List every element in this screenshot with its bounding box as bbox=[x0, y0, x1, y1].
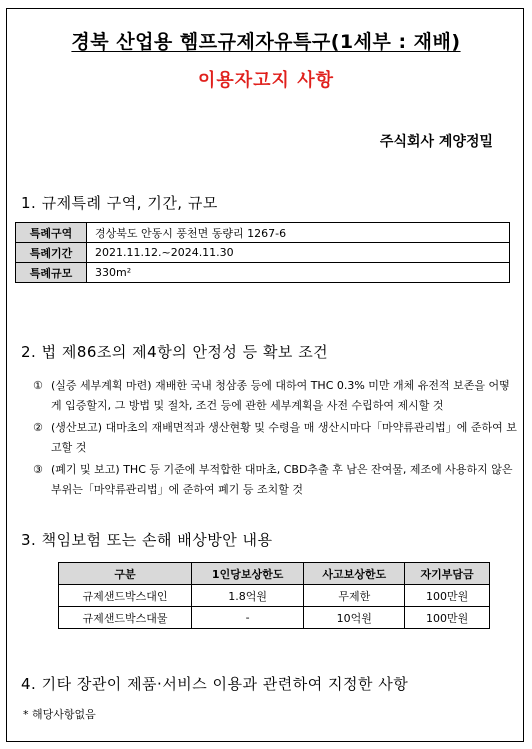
section2-heading: 2. 법 제86조의 제4항의 안정성 등 확보 조건 bbox=[21, 343, 329, 361]
row-value: 330m² bbox=[87, 263, 510, 283]
table-row bbox=[59, 607, 490, 629]
table-cell: 규제샌드박스대물 bbox=[59, 607, 192, 629]
table-cell: 100만원 bbox=[405, 585, 490, 607]
table-cell: 100만원 bbox=[405, 607, 490, 629]
table-cell: - bbox=[191, 607, 303, 629]
document-subtitle: 이용자고지 사항 bbox=[198, 70, 334, 91]
row-label: 특례규모 bbox=[16, 263, 87, 283]
table-row bbox=[16, 223, 510, 243]
item-number: ③ bbox=[33, 463, 43, 476]
document-title: 경북 산업용 헴프규제자유특구(1세부 : 재배) bbox=[71, 31, 461, 53]
row-label: 특례구역 bbox=[16, 223, 87, 243]
row-value: 2021.11.12.~2024.11.30 bbox=[87, 243, 510, 263]
item-number: ① bbox=[33, 379, 43, 392]
item-number: ② bbox=[33, 421, 43, 434]
list-item bbox=[33, 418, 517, 458]
insurance-table bbox=[58, 562, 490, 629]
column-header: 구분 bbox=[59, 563, 192, 585]
list-item bbox=[33, 376, 517, 416]
item-text: (생산보고) 대마초의 재배면적과 생산현황 및 수령을 매 생산시마다「마약류관리법」에 준하여 보고할 것 bbox=[51, 421, 517, 454]
column-header: 자기부담금 bbox=[405, 563, 490, 585]
conditions-list bbox=[33, 376, 517, 502]
section4-heading: 4. 기타 장관이 제품·서비스 이용과 관련하여 지정한 사항 bbox=[21, 675, 409, 693]
special-case-table bbox=[15, 222, 510, 283]
row-label: 특례기간 bbox=[16, 243, 87, 263]
section3-heading: 3. 책임보험 또는 손해 배상방안 내용 bbox=[21, 531, 273, 549]
list-item bbox=[33, 460, 517, 500]
table-cell: 10억원 bbox=[304, 607, 405, 629]
company-name: 주식회사 계양정밀 bbox=[379, 134, 493, 150]
item-text: (실증 세부계획 마련) 재배한 국내 청삼종 등에 대하여 THC 0.3% 미만 개체 유전적 보존을 어떻게 입증할지, 그 방법 및 절차, 조건 등에 관한 세부계획을 사전 수립하여 제시할 것 bbox=[51, 379, 510, 412]
table-row bbox=[59, 585, 490, 607]
section4-note: * 해당사항없음 bbox=[23, 708, 96, 721]
table-cell: 규제샌드박스대인 bbox=[59, 585, 192, 607]
row-value: 경상북도 안동시 풍천면 동량리 1267-6 bbox=[87, 223, 510, 243]
table-cell: 1.8억원 bbox=[191, 585, 303, 607]
section1-heading: 1. 규제특례 구역, 기간, 규모 bbox=[21, 194, 218, 212]
document-frame bbox=[6, 8, 524, 742]
table-row bbox=[16, 263, 510, 283]
table-row bbox=[16, 243, 510, 263]
column-header: 1인당보상한도 bbox=[191, 563, 303, 585]
item-text: (폐기 및 보고) THC 등 기준에 부적합한 대마초, CBD추출 후 남은 잔여물, 제조에 사용하지 않은 부위는「마약류관리법」에 준하여 폐기 등 조치할 것 bbox=[51, 463, 513, 496]
table-header-row bbox=[59, 563, 490, 585]
table-cell: 무제한 bbox=[304, 585, 405, 607]
column-header: 사고보상한도 bbox=[304, 563, 405, 585]
